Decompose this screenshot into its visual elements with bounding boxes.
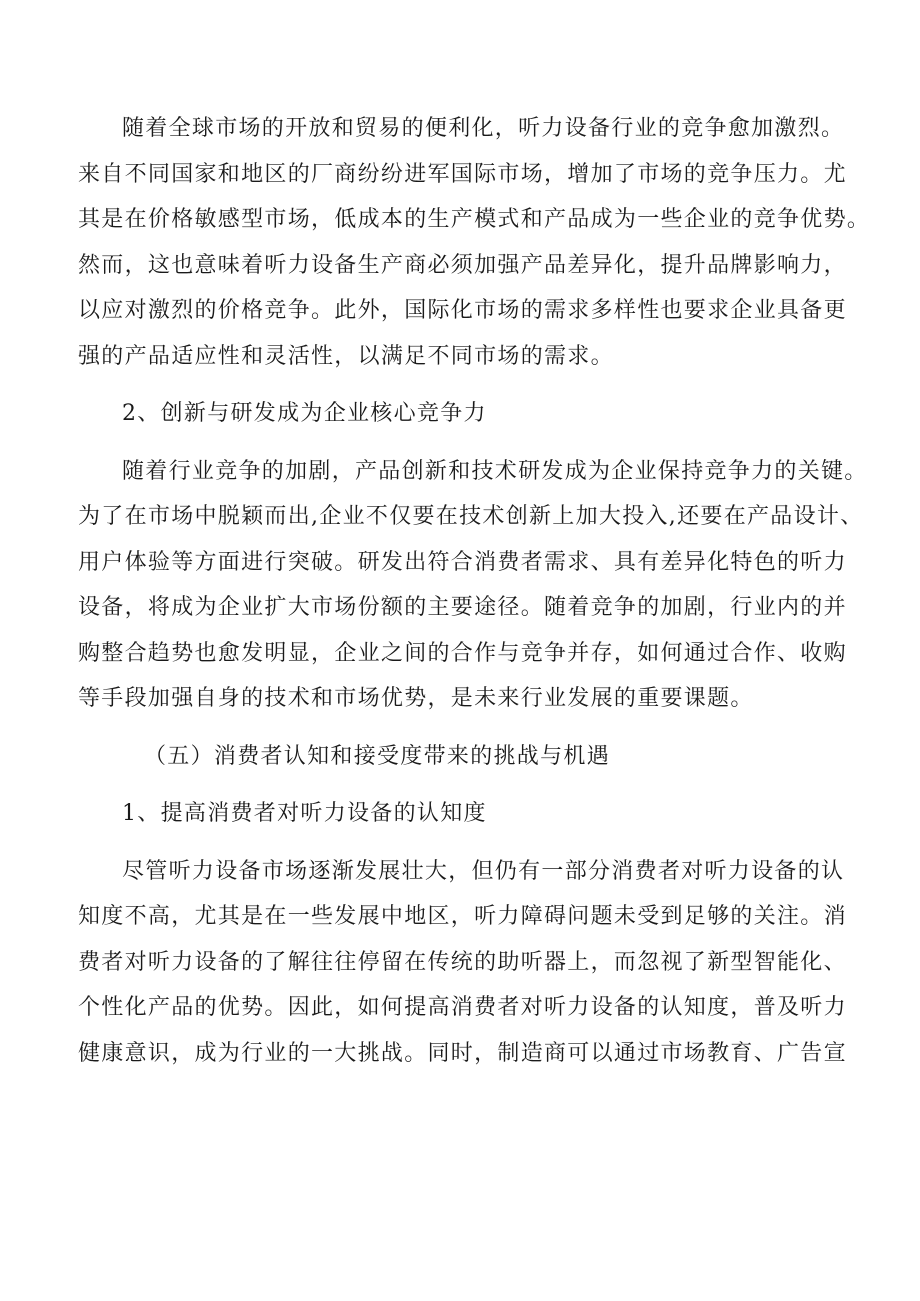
text-line: 尽管听力设备市场逐渐发展壮大，但仍有一部分消费者对听力设备的认 (122, 858, 845, 884)
text-line: 健康意识，成为行业的一大挑战。同时，制造商可以通过市场教育、广告宣 (78, 1040, 847, 1066)
heading-text: （五）消费者认知和接受度带来的挑战与机遇 (144, 743, 611, 769)
document-body (78, 106, 871, 1076)
text-line: 费者对听力设备的了解往往停留在传统的助听器上，而忽视了新型智能化、 (78, 949, 847, 975)
text-line: 用户体验等方面进行突破。研发出符合消费者需求、具有差异化特色的听力 (78, 549, 847, 575)
text-line: 然而，这也意味着听力设备生产商必须加强产品差异化，提升品牌影响力， (78, 252, 847, 278)
text-line: 知度不高，尤其是在一些发展中地区，听力障碍问题未受到足够的关注。消 (78, 904, 847, 929)
text-line: 随着行业竞争的加剧，产品创新和技术研发成为企业保持竞争力的关键。 (122, 458, 868, 484)
paragraph (78, 106, 871, 379)
section-heading (78, 391, 848, 437)
paragraph (78, 849, 848, 1077)
text-line: 购整合趋势也愈发明显，企业之间的合作与竞争并存，如何通过合作、收购 (78, 640, 847, 666)
text-line: 等手段加强自身的技术和市场优势，是未来行业发展的重要课题。 (78, 686, 754, 711)
text-line: 随着全球市场的开放和贸易的便利化，听力设备行业的竞争愈加激烈。 (122, 116, 845, 141)
text-line: 个性化产品的优势。因此，如何提高消费者对听力设备的认知度，普及听力 (78, 995, 847, 1020)
text-line: 来自不同国家和地区的厂商纷纷进军国际市场，增加了市场的竞争压力。尤 (78, 161, 847, 187)
text-line: 为了在市场中脱颖而出,企业不仅要在技术创新上加大投入,还要在产品设计、 (78, 504, 864, 529)
text-line: 其是在价格敏感型市场，低成本的生产模式和产品成为一些企业的竞争优势。 (78, 207, 871, 232)
text-line: 强的产品适应性和灵活性，以满足不同市场的需求。 (78, 343, 614, 369)
text-line: 设备，将成为企业扩大市场份额的主要途径。随着竞争的加剧，行业内的并 (78, 595, 847, 620)
text-line: 以应对激烈的价格竞争。此外，国际化市场的需求多样性也要求企业具备更 (78, 298, 847, 323)
heading-text: 1、提高消费者对听力设备的认知度 (122, 801, 487, 826)
heading-text: 2、创新与研发成为企业核心竞争力 (122, 401, 487, 426)
section-heading (78, 791, 848, 837)
chapter-heading (78, 734, 848, 780)
paragraph (78, 449, 868, 722)
